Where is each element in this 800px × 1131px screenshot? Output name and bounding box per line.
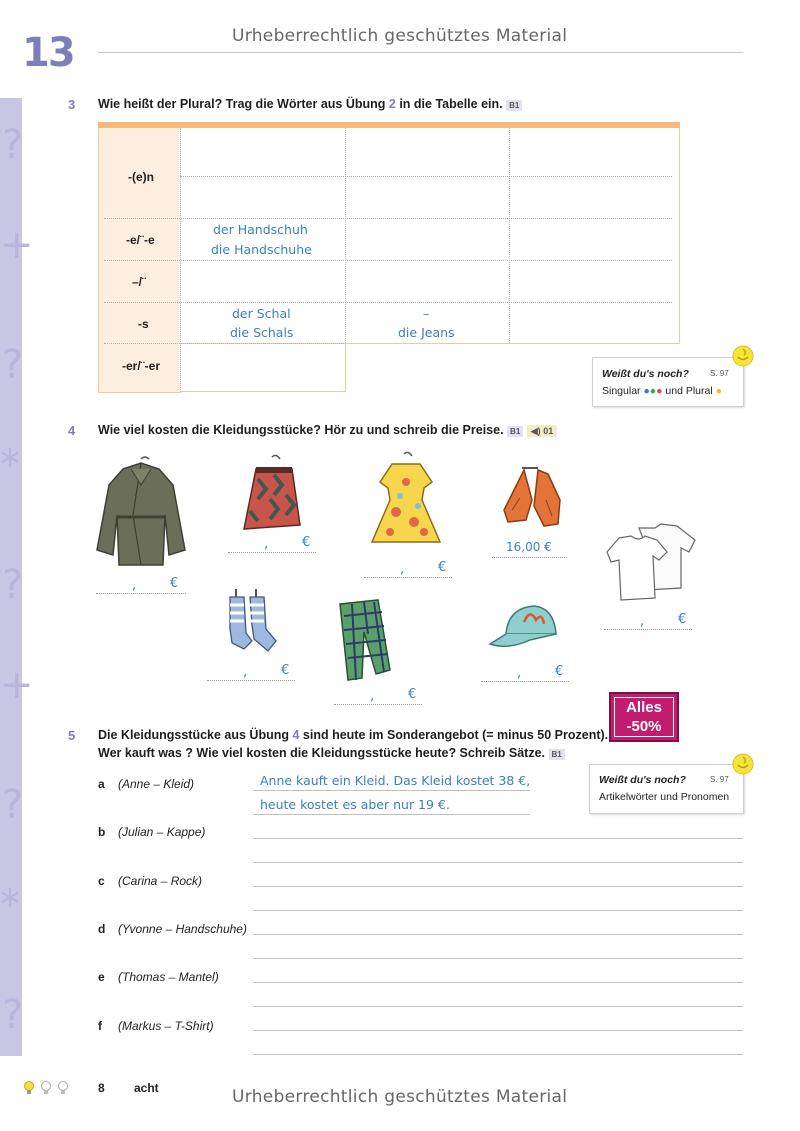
item-a-prompt: (Anne – Kleid) — [118, 777, 195, 791]
sale-sign-line2: -50% — [626, 718, 662, 735]
ex3-instr-part2: in die Tabelle ein. — [395, 97, 503, 111]
speaker-icon: ◀) — [530, 426, 541, 436]
plural-table — [98, 122, 680, 392]
lightbulb-icon — [59, 1082, 68, 1095]
answer-line — [253, 814, 530, 815]
cell-schal-singular[interactable]: der Schal — [232, 306, 291, 321]
exercise-4-number: 4 — [68, 423, 76, 438]
svg-text:?: ? — [2, 342, 24, 388]
euro-sign: € — [302, 535, 311, 550]
ex5-instr-a: Die Kleidungsstücke aus Übung — [98, 728, 293, 742]
ex4-level-badge: B1 — [507, 426, 523, 437]
cell-handschuh-plural[interactable]: die Handschuhe — [211, 242, 312, 257]
ex3-grammar-text — [602, 385, 722, 397]
cell-handschuh-singular[interactable]: der Handschuh — [213, 222, 308, 237]
price-field-coat[interactable] — [96, 574, 186, 594]
watermark-top: Urheberrechtlich geschütztes Material — [232, 26, 568, 46]
answer-line[interactable] — [253, 1030, 743, 1031]
table-row-line — [104, 218, 672, 219]
price-field-trousers[interactable] — [334, 685, 422, 705]
price-field-skirt[interactable] — [228, 533, 316, 553]
answer-line[interactable] — [253, 910, 743, 911]
item-b-letter: b — [98, 825, 106, 839]
price-line — [96, 592, 186, 594]
item-f-letter: f — [98, 1019, 102, 1033]
price-comma: , — [400, 562, 405, 577]
euro-sign: € — [555, 664, 564, 679]
svg-text:?: ? — [2, 122, 24, 168]
dress-illustration — [366, 452, 446, 547]
sale-sign — [609, 692, 679, 742]
smiley-sun-icon — [731, 344, 755, 368]
price-line — [481, 680, 569, 682]
table-row-line — [104, 260, 672, 261]
chapter-number: 13 — [22, 30, 74, 76]
exercise-3-number: 3 — [68, 97, 76, 112]
answer-line[interactable] — [253, 886, 743, 887]
price-line — [228, 551, 316, 553]
color-dots-icon: ●●● — [643, 385, 663, 397]
table-row-line — [104, 343, 344, 344]
answer-line[interactable] — [253, 934, 743, 935]
grammar-hint-box-pronouns — [589, 764, 744, 814]
table-col-divider — [509, 128, 510, 343]
socks-illustration — [222, 585, 282, 657]
svg-text:*: * — [0, 442, 20, 488]
item-d-letter: d — [98, 922, 106, 936]
lightbulb-icons — [22, 1079, 72, 1099]
table-last-cell-border — [180, 343, 346, 392]
exercise-5-instruction-line1 — [98, 728, 608, 742]
answer-line[interactable] — [253, 862, 743, 863]
item-a-letter: a — [98, 777, 105, 791]
exercise-3-instruction — [98, 97, 522, 111]
answer-line[interactable] — [253, 982, 743, 983]
ex5-grammar-page: S. 97 — [710, 775, 729, 784]
skirt-illustration — [236, 455, 311, 535]
page-word: acht — [134, 1081, 159, 1095]
svg-text:+: + — [0, 222, 34, 268]
price-line — [492, 556, 567, 558]
item-e-letter: e — [98, 970, 105, 984]
price-field-socks[interactable] — [207, 661, 295, 681]
smiley-sun-icon — [731, 752, 755, 776]
price-comma: , — [517, 666, 522, 681]
cap-illustration — [488, 600, 563, 655]
item-d-prompt: (Yvonne – Handschuhe) — [118, 922, 247, 936]
ex3-level-badge: B1 — [506, 100, 522, 111]
row-label-er: -er/¨-er — [122, 359, 161, 373]
t-shirts-illustration — [605, 524, 700, 604]
item-b-prompt: (Julian – Kappe) — [118, 825, 206, 839]
table-row-line — [104, 302, 672, 303]
page-number: 8 — [98, 1081, 105, 1095]
ex5-instr-line2: Wer kauft was ? Wie viel kosten die Kleidungsstücke heute? Schreib Sätze. — [98, 746, 546, 760]
price-field-gloves[interactable] — [492, 538, 567, 558]
ex3-grammar-page: S. 97 — [710, 369, 729, 378]
header-rule — [98, 52, 743, 53]
table-col-divider — [345, 128, 346, 343]
euro-sign: € — [678, 612, 687, 627]
price-comma: , — [264, 537, 269, 552]
row-label-s: -s — [138, 317, 149, 331]
price-field-dress[interactable] — [364, 558, 452, 578]
item-a-answer-line1[interactable]: Anne kauft ein Kleid. Das Kleid kostet 38 €, — [260, 773, 531, 788]
answer-line[interactable] — [253, 838, 743, 839]
sale-sign-line1: Alles — [626, 699, 662, 716]
gloves-illustration — [502, 460, 567, 530]
table-row-line — [180, 176, 672, 177]
ex5-grammar-text: Artikelwörter und Pronomen — [599, 791, 730, 803]
price-line — [334, 703, 422, 705]
price-comma: , — [132, 578, 137, 593]
euro-sign: € — [170, 576, 179, 591]
svg-text:*: * — [0, 882, 20, 928]
trousers-illustration — [332, 598, 417, 683]
answer-line[interactable] — [253, 1006, 743, 1007]
cell-jeans-plural[interactable]: die Jeans — [398, 325, 455, 340]
svg-text:?: ? — [2, 992, 24, 1038]
item-e-prompt: (Thomas – Mantel) — [118, 970, 219, 984]
price-comma: , — [370, 689, 375, 704]
exercise-5-number: 5 — [68, 728, 76, 743]
ex4-instr-text: Wie viel kosten die Kleidungsstücke? Hör zu und schreib die Preise. — [98, 423, 504, 437]
svg-text:+: + — [0, 662, 34, 708]
item-a-answer-line2[interactable]: heute kostet es aber nur 19 €. — [260, 797, 450, 812]
cell-schal-plural[interactable]: die Schals — [230, 325, 294, 340]
ex5-level-badge: B1 — [549, 749, 565, 760]
svg-text:?: ? — [2, 562, 24, 608]
svg-text:?: ? — [2, 782, 24, 828]
side-pattern — [0, 98, 34, 1056]
grammar-hint-box-plural — [592, 357, 744, 407]
answer-line — [253, 790, 530, 791]
ex3-grammar-title: Weißt du's noch? — [602, 368, 689, 380]
row-label-umlaut: –/¨ — [132, 275, 147, 289]
row-label-e: -e/¨-e — [126, 233, 155, 247]
singular-label: Singular — [602, 385, 641, 397]
plural-label: und Plural — [665, 385, 713, 397]
side-decoration-band — [0, 98, 34, 1056]
euro-sign: € — [438, 560, 447, 575]
price-field-t-shirts[interactable] — [604, 610, 692, 630]
exercise-4-instruction — [98, 423, 557, 437]
cell-jeans-dash[interactable]: – — [423, 306, 430, 321]
answer-line[interactable] — [253, 1054, 743, 1055]
ex3-instr-ref: 2 — [388, 97, 396, 111]
euro-sign: € — [281, 663, 290, 678]
price-gloves-value: 16,00 € — [506, 540, 552, 554]
item-f-prompt: (Markus – T-Shirt) — [118, 1019, 214, 1033]
ex5-grammar-title: Weißt du's noch? — [599, 774, 686, 786]
item-c-prompt: (Carina – Rock) — [118, 874, 203, 888]
price-line — [604, 628, 692, 630]
euro-sign: € — [408, 687, 417, 702]
ex3-instr-part1: Wie heißt der Plural? Trag die Wörter aus Übung — [98, 97, 389, 111]
coat-illustration — [93, 455, 188, 570]
watermark-bottom: Urheberrechtlich geschütztes Material — [232, 1087, 568, 1107]
price-comma: , — [640, 614, 645, 629]
ex4-audio-track[interactable] — [527, 425, 557, 437]
price-line — [207, 679, 295, 681]
lightbulb-icon — [42, 1082, 51, 1095]
exercise-5-instruction-line2 — [98, 746, 565, 760]
price-line — [364, 576, 452, 578]
row-label-en: -(e)n — [128, 170, 154, 184]
ex5-instr-ref: 4 — [292, 728, 300, 742]
audio-track-label: 01 — [543, 426, 554, 436]
answer-line[interactable] — [253, 958, 743, 959]
lightbulb-lit-icon — [25, 1082, 34, 1095]
yellow-dot-icon: ● — [715, 385, 722, 397]
item-c-letter: c — [98, 874, 105, 888]
price-field-cap[interactable] — [481, 662, 569, 682]
price-comma: , — [243, 665, 248, 680]
ex5-instr-b: sind heute im Sonderangebot (= minus 50 Prozent). — [299, 728, 609, 742]
